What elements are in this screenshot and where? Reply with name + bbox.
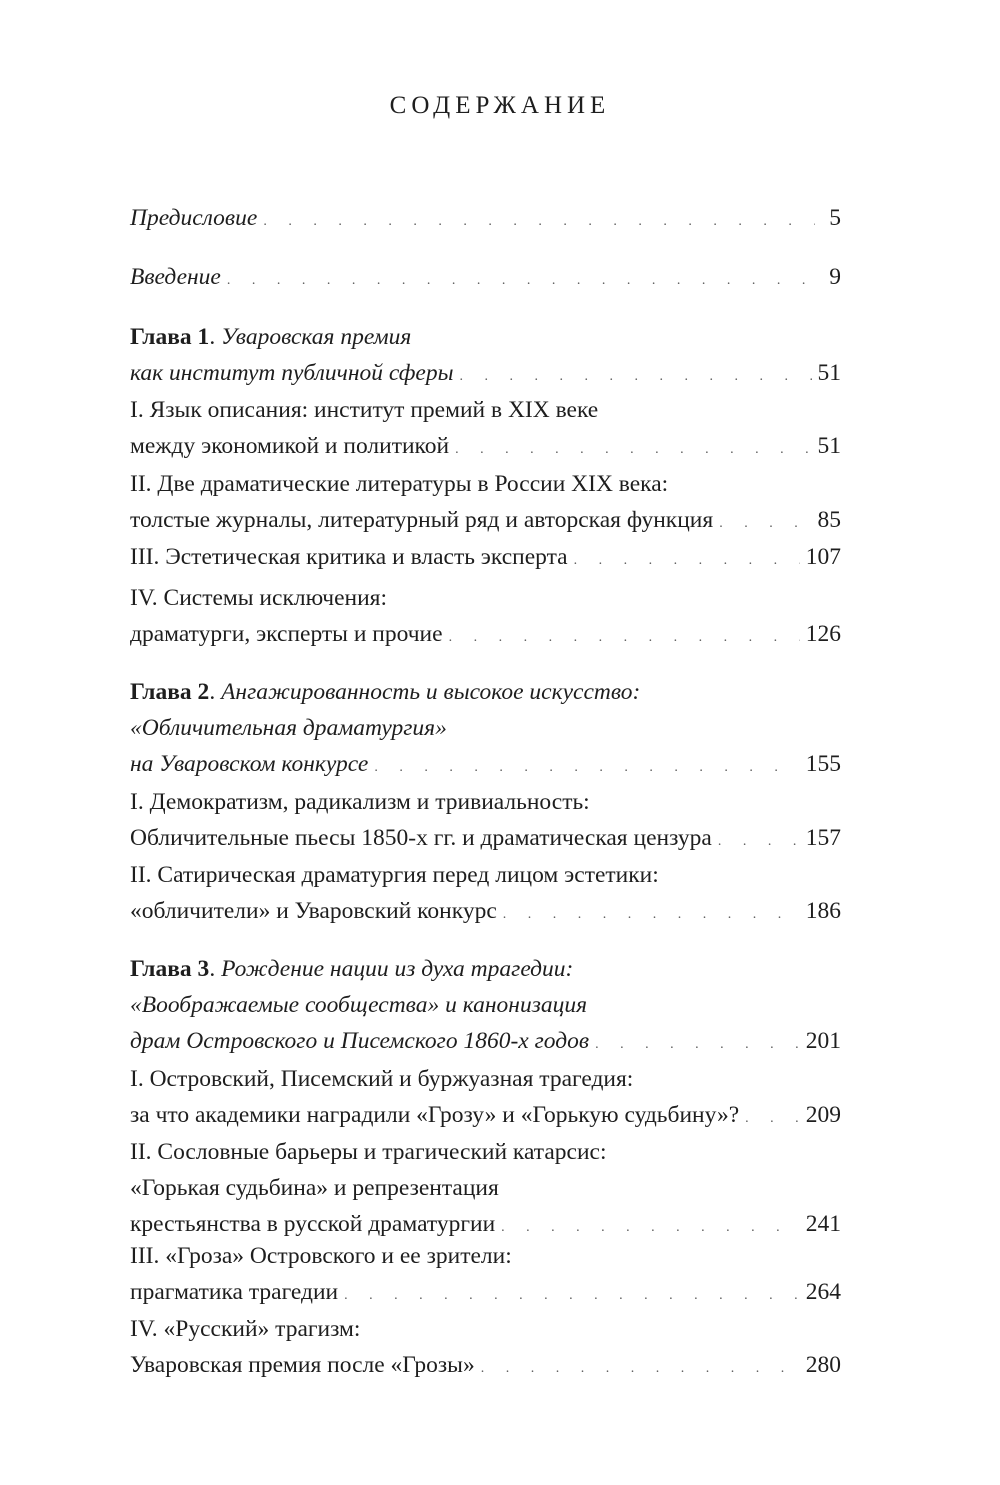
dot-leader	[449, 620, 800, 656]
dot-leader	[374, 750, 799, 786]
section-title-line: прагматика трагедии	[130, 1279, 339, 1305]
chapter-label: Глава 3	[130, 956, 210, 982]
toc-section-1-3[interactable]	[130, 539, 841, 579]
page-number: 264	[805, 1279, 841, 1305]
section-title-line: IV. «Русский» трагизм:	[130, 1316, 361, 1342]
page-number: 157	[805, 825, 841, 851]
section-title-line: II. Сословные барьеры и трагический катарсис:	[130, 1139, 607, 1165]
toc-entry-preface[interactable]	[130, 200, 841, 240]
section-title-line: крестьянства в русской драматургии	[130, 1211, 496, 1237]
toc-section-3-2[interactable]	[130, 1134, 841, 1246]
entry-title: Введение	[130, 264, 221, 290]
page-number: 201	[805, 1028, 841, 1054]
chapter-label: Глава 2	[130, 679, 210, 705]
toc-section-3-4[interactable]	[130, 1311, 841, 1387]
toc-entry-intro[interactable]	[130, 259, 841, 299]
toc-chapter-3[interactable]: Глава 3. Рождение нации из духа трагедии: «Воображаемые сообщества» и канонизация драм Островского и Писемского 1860-х годов . . . 201	[130, 951, 841, 1063]
section-title-line: Уваровская премия после «Грозы»	[130, 1352, 475, 1378]
page-number: 126	[805, 621, 841, 647]
page-number: 241	[805, 1211, 841, 1237]
section-title-line: за что академики наградили «Грозу» и «Горькую судьбину»?	[130, 1102, 740, 1128]
toc-chapter-2[interactable]: Глава 2. Ангажированность и высокое искусство: «Обличительная драматургия» на Уваровском конкурсе . . . 155	[130, 674, 841, 786]
dot-leader	[344, 1278, 800, 1314]
chapter-title-line: как институт публичной сферы	[130, 360, 454, 386]
section-title-line: между экономикой и политикой	[130, 433, 450, 459]
section-title-line: толстые журналы, литературный ряд и авторская функция	[130, 507, 714, 533]
page-title: СОДЕРЖАНИЕ	[389, 92, 611, 119]
section-title-line: I. Демократизм, радикализм и тривиальность:	[130, 789, 590, 815]
dot-leader	[503, 897, 800, 933]
toc-section-1-2[interactable]	[130, 466, 841, 542]
section-title-line: Обличительные пьесы 1850-х гг. и драматическая цензура	[130, 825, 712, 851]
dot-leader	[574, 543, 800, 579]
dot-leader	[227, 263, 815, 299]
chapter-title-line: «Обличительная драматургия»	[130, 715, 447, 741]
section-title-line: III. «Гроза» Островского и ее зрители:	[130, 1243, 512, 1269]
page-number: 209	[805, 1102, 841, 1128]
dot-leader	[263, 204, 815, 240]
page-number: 51	[817, 433, 841, 459]
page-number: 85	[817, 507, 841, 533]
page-number: 107	[805, 544, 841, 570]
toc-section-3-1[interactable]	[130, 1061, 841, 1137]
section-title-line: «обличители» и Уваровский конкурс	[130, 898, 497, 924]
section-title-line: II. Сатирическая драматургия перед лицом эстетики:	[130, 862, 659, 888]
toc-chapter-1[interactable]: Глава 1. Уваровская премия как институт публичной сферы . . . 51	[130, 319, 841, 395]
section-title-line: I. Язык описания: институт премий в XIX веке	[130, 397, 599, 423]
chapter-title-line: Уваровская премия	[221, 324, 412, 350]
section-title-line: драматурги, эксперты и прочие	[130, 621, 443, 647]
page-number: 280	[805, 1352, 841, 1378]
dot-leader	[719, 506, 811, 542]
dot-leader	[718, 824, 800, 860]
section-title-line: I. Островский, Писемский и буржуазная трагедия:	[130, 1066, 634, 1092]
toc-section-2-1[interactable]	[130, 784, 841, 860]
page-number: 5	[829, 205, 841, 231]
section-title-line: «Горькая судьбина» и репрезентация	[130, 1175, 499, 1201]
chapter-title-line: драм Островского и Писемского 1860-х годов	[130, 1028, 590, 1054]
dot-leader	[745, 1101, 800, 1137]
dot-leader	[595, 1027, 800, 1063]
toc-section-2-2[interactable]	[130, 857, 841, 933]
dot-leader	[460, 359, 812, 395]
entry-title: Предисловие	[130, 205, 258, 231]
page-number: 9	[829, 264, 841, 290]
section-title-line: III. Эстетическая критика и власть эксперта	[130, 544, 568, 570]
section-title-line: II. Две драматические литературы в России XIX века:	[130, 471, 669, 497]
chapter-title-line: «Воображаемые сообщества» и канонизация	[130, 992, 588, 1018]
chapter-label: Глава 1	[130, 324, 210, 350]
dot-leader	[455, 432, 811, 468]
page-number: 51	[817, 360, 841, 386]
chapter-title-line: на Уваровском конкурсе	[130, 751, 369, 777]
toc-section-1-1[interactable]	[130, 392, 841, 468]
toc-section-1-4[interactable]	[130, 580, 841, 656]
page-number: 186	[805, 898, 841, 924]
chapter-title-line: Ангажированность и высокое искусство:	[221, 679, 641, 705]
toc-section-3-3[interactable]	[130, 1238, 841, 1314]
dot-leader	[481, 1351, 800, 1387]
page-number: 155	[805, 751, 841, 777]
chapter-title-line: Рождение нации из духа трагедии:	[221, 956, 574, 982]
section-title-line: IV. Системы исключения:	[130, 585, 387, 611]
